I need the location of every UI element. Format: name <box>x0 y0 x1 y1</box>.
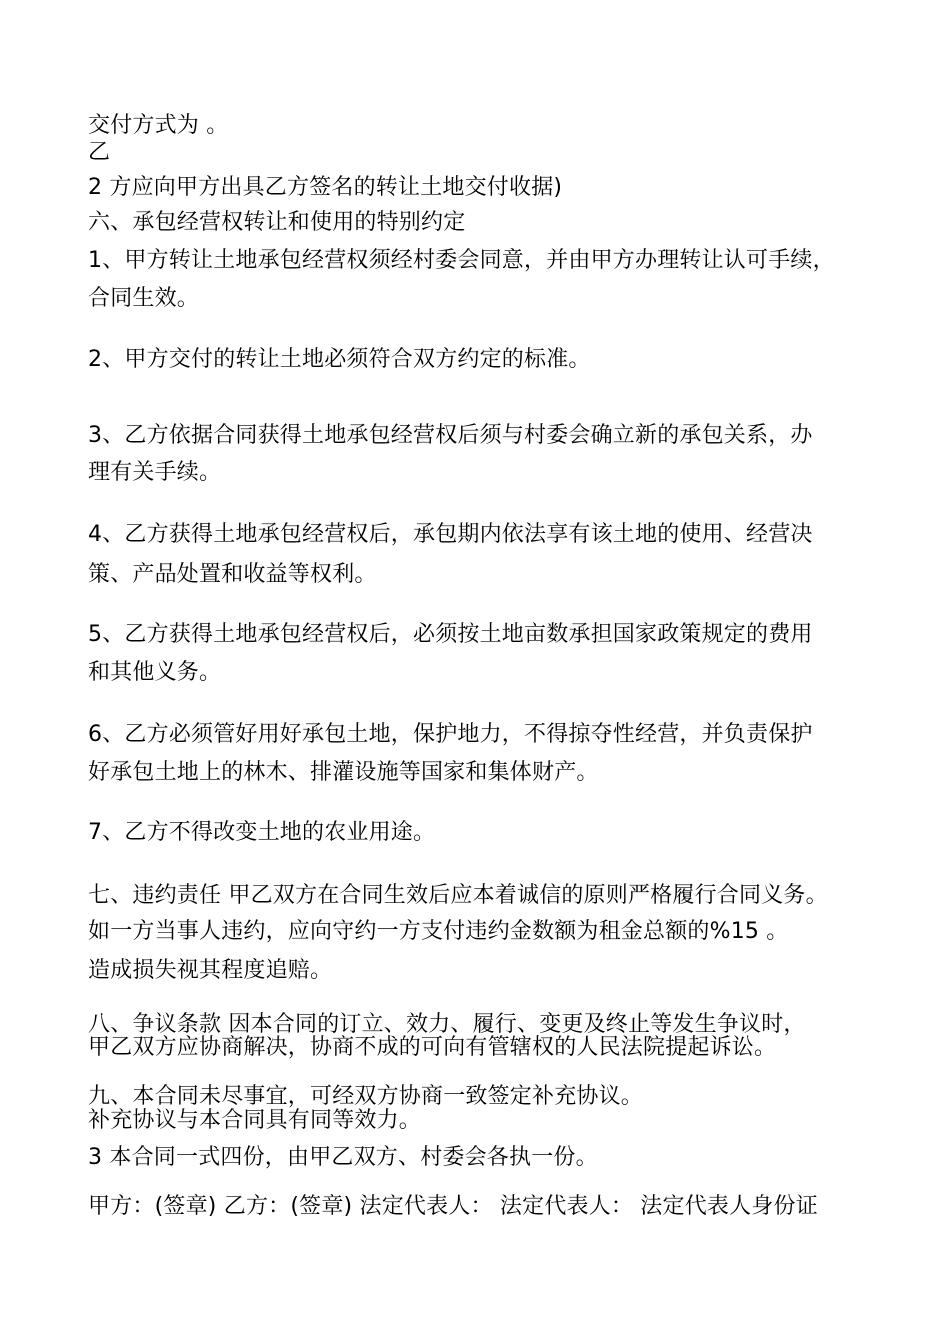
text-line: 7、乙方不得改变土地的农业用途。 <box>88 820 436 845</box>
text-line: 造成损失视其程度追赔。 <box>88 958 333 983</box>
section-heading: 七、违约责任 甲乙双方在合同生效后应本着诚信的原则严格履行合同义务。 <box>88 883 828 908</box>
text-line: 4、乙方获得土地承包经营权后，承包期内依法享有该土地的使用、经营决 <box>88 522 813 547</box>
text-line: 甲乙双方应协商解决，协商不成的可向有管辖权的人民法院提起诉讼。 <box>88 1035 777 1060</box>
text-line: 策、产品处置和收益等权利。 <box>88 562 377 587</box>
text-line: 乙 <box>88 140 111 165</box>
text-line: 5、乙方获得土地承包经营权后，必须按土地亩数承担国家政策规定的费用 <box>88 622 813 647</box>
text-line: 补充协议与本合同具有同等效力。 <box>88 1108 422 1133</box>
text-line: 理有关手续。 <box>88 460 222 485</box>
text-line: 如一方当事人违约，应向守约一方支付违约金数额为租金总额的%15 。 <box>88 919 789 944</box>
text-line: 交付方式为 。 <box>88 113 229 138</box>
signature-line: 甲方：(签章) 乙方：(签章) 法定代表人： 法定代表人： 法定代表人身份证 <box>88 1194 818 1219</box>
text-line: 2 方应向甲方出具乙方签名的转让土地交付收据) <box>88 175 563 200</box>
section-heading: 六、承包经营权转让和使用的特别约定 <box>88 210 466 235</box>
text-line: 2、甲方交付的转让土地必须符合双方约定的标准。 <box>88 347 591 372</box>
text-line: 6、乙方必须管好用好承包土地，保护地力，不得掠夺性经营，并负责保护 <box>88 722 813 747</box>
text-line: 1、甲方转让土地承包经营权须经村委会同意，并由甲方办理转让认可手续， <box>88 248 835 273</box>
text-line: 和其他义务。 <box>88 660 222 685</box>
text-line: 好承包土地上的林木、排灌设施等国家和集体财产。 <box>88 760 599 785</box>
section-heading: 九、本合同未尽事宜，可经双方协商一致签定补充协议。 <box>88 1084 644 1109</box>
text-line: 合同生效。 <box>88 286 200 311</box>
text-line: 3、乙方依据合同获得土地承包经营权后须与村委会确立新的承包关系，办 <box>88 423 813 448</box>
text-line: 3 本合同一式四份，由甲乙双方、村委会各执一份。 <box>88 1145 598 1170</box>
section-heading: 八、争议条款 因本合同的订立、效力、履行、变更及终止等发生争议时， <box>88 1012 806 1037</box>
